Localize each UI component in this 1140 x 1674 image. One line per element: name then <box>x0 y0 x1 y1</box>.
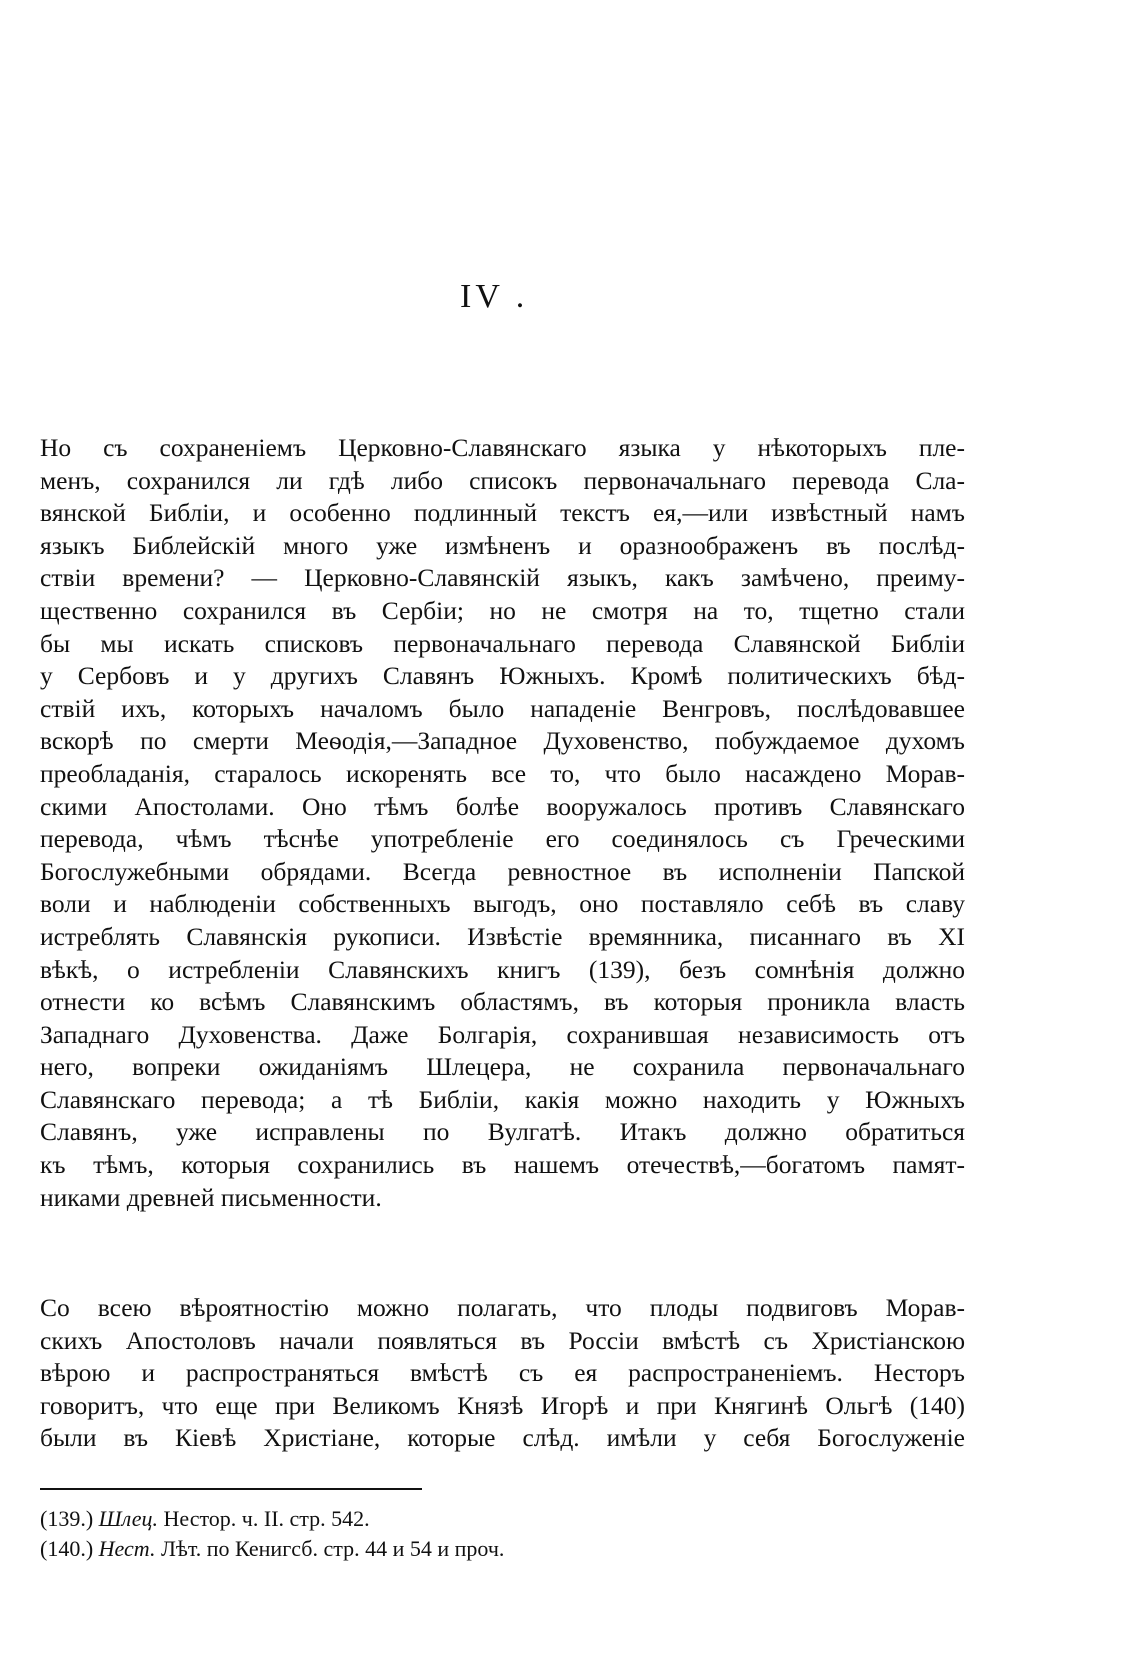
text-line: къ тѣмъ, которыя сохранились въ нашемъ отечествѣ,—богатомъ памят- <box>40 1150 965 1180</box>
footnote-divider <box>40 1488 422 1490</box>
text-line: менъ, сохранился ли гдѣ либо списокъ первоначальнаго перевода Сла- <box>40 465 965 495</box>
text-line: вѣкѣ, о истребленіи Славянскихъ книгъ (139), безъ сомнѣнія должно <box>40 954 965 984</box>
footnote-text: Нестор. ч. II. стр. 542. <box>163 1506 370 1531</box>
footnote-number: (139.) <box>40 1506 94 1531</box>
text-line: истреблять Славянскія рукописи. Извѣстіе времянника, писаннаго въ XI <box>40 921 965 951</box>
text-line: воли и наблюденіи собственныхъ выгодъ, оно поставляло себѣ въ славу <box>40 889 965 919</box>
footnote-text: Лѣт. по Кенигсб. стр. 44 и 54 и проч. <box>160 1536 505 1561</box>
paragraph-2 <box>40 1292 965 1455</box>
page-number: IV . <box>460 278 529 315</box>
footnote-author: Шлец. <box>98 1506 159 1531</box>
text-line: у Сербовъ и у другихъ Славянъ Южныхъ. Кромѣ политическихъ бѣд- <box>40 661 965 691</box>
text-line: Но съ сохраненіемъ Церковно-Славянскаго языка у нѣкоторыхъ пле- <box>40 433 965 462</box>
text-line: вскорѣ по смерти Меѳодія,—Западное Духовенство, побуждаемое духомъ <box>40 726 965 756</box>
paragraph-1 <box>40 432 965 1214</box>
footnote <box>40 1534 840 1564</box>
text-line: ствій ихъ, которыхъ началомъ было нападеніе Венгровъ, послѣдовавшее <box>40 693 965 723</box>
text-line: Богослужебными обрядами. Всегда ревностное въ исполненіи Папской <box>40 856 965 886</box>
text-line: вянской Библіи, и особенно подлинный текстъ ея,—или извѣстный намъ <box>40 498 965 528</box>
text-line: бы мы искать списковъ первоначальнаго перевода Славянской Библіи <box>40 628 965 658</box>
text-line: скими Апостолами. Оно тѣмъ болѣе вооружалось противъ Славянскаго <box>40 791 965 821</box>
text-line: Славянскаго перевода; а тѣ Библіи, какія можно находить у Южныхъ <box>40 1084 965 1114</box>
footnotes <box>40 1504 840 1564</box>
text-line: скихъ Апостоловъ начали появляться въ Россіи вмѣстѣ съ Христіанскою <box>40 1325 965 1355</box>
footnote <box>40 1504 840 1534</box>
text-line: ствіи времени? — Церковно-Славянскій языкъ, какъ замѣчено, преиму- <box>40 563 965 593</box>
text-line: преобладанія, старалось искоренять все то, что было насаждено Морав- <box>40 758 965 788</box>
text-line: него, вопреки ожиданіямъ Шлецера, не сохранила первоначальнаго <box>40 1052 965 1082</box>
text-line: были въ Кіевѣ Христіане, которые слѣд. имѣли у себя Богослуженіе <box>40 1423 965 1453</box>
text-line: говоритъ, что еще при Великомъ Князѣ Игорѣ и при Княгинѣ Ольгѣ (140) <box>40 1390 965 1420</box>
text-line: Западнаго Духовенства. Даже Болгарія, сохранившая независимость отъ <box>40 1019 965 1049</box>
text-line: щественно сохранился въ Сербіи; но не смотря на то, тщетно стали <box>40 595 965 625</box>
text-line: Славянъ, уже исправлены по Вулгатѣ. Итакъ должно обратиться <box>40 1117 965 1147</box>
text-line: вѣрою и распространяться вмѣстѣ съ ея распространеніемъ. Несторъ <box>40 1358 965 1388</box>
text-line: Со всею вѣроятностію можно полагать, что плоды подвиговъ Морав- <box>40 1293 965 1322</box>
footnote-number: (140.) <box>40 1536 94 1561</box>
text-line: никами древней письменности. <box>40 1182 382 1212</box>
text-line: отнести ко всѣмъ Славянскимъ областямъ, въ которыя проникла власть <box>40 987 965 1017</box>
text-line: языкъ Библейскій много уже измѣненъ и оразноображенъ въ послѣд- <box>40 530 965 560</box>
text-line: перевода, чѣмъ тѣснѣе употребленіе его соединялось съ Греческими <box>40 824 965 854</box>
footnote-author: Нест. <box>98 1536 156 1561</box>
